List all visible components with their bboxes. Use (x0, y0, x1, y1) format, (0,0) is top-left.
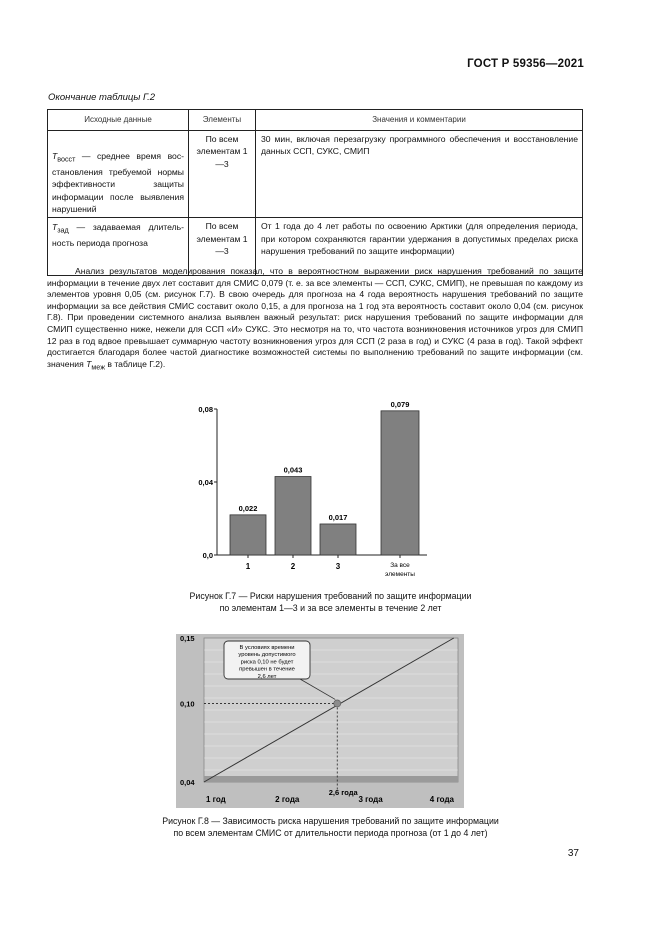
table-cell-param: $T_{восст}$ — среднее время восстановления требуемой нормы эффективности защиты информации после выявления нарушений (48, 131, 189, 218)
bar-value-label: 0,079 (390, 399, 410, 409)
bar (230, 515, 266, 555)
x-tick-label: 4 года (429, 795, 454, 804)
y-tick-label: 0,04 (180, 778, 195, 787)
table-cell-elements: По всем элементам 1—3 (189, 218, 256, 276)
figure-8-caption: Рисунок Г.8 — Зависимость риска нарушения требований по защите информации по всем элементам СМИС от длительности периода прогноза (от 1 до 4 лет) (162, 816, 499, 838)
column-header: Исходные данные (48, 110, 189, 131)
bar-chart (195, 392, 435, 584)
page-number: 37 (567, 848, 579, 859)
y-tick-label: 0,15 (180, 634, 195, 643)
table-caption: Окончание таблицы Г.2 (48, 92, 156, 103)
marker-x-label: 2,6 года (328, 788, 358, 797)
body-paragraph: Анализ результатов моделирования показал, что в вероятностном выражении риск нарушения требований по защите информации в течение двух лет составит для СМИС 0,079 (т. е. за все элементы — ССП, СУКС, СМИП), не превышая по каждому из элементов уровня 0,05 (см. рисунок Г.7). В свою очередь для прогноза на 4 года вероятность нарушения требований по защите информации за все действия СМИС составит около 0,15, а для прогноза на 1 год эта вероятность составит около 0,04 (см. рисунок Г.8). При проведении системного анализа выявлен важный результат: риск нарушения требований по защите информации для СМИП существенно ниже, нежели для ССП «И» СУКС. Это несмотря на то, что частота возникновения источников угроз для СМИП 12 раз в год вдвое превышает суммарную частоту возникновения угроз для ССП (2 раза в год) и СУКС (4 раза в год). Такой эффект достигается благодаря более частой диагностике возможностей системы по выполнению требований по защите информации (см. значения $T_{меж}$ в таблице Г.2). (47, 266, 583, 372)
table-cell-elements: По всем элементам 1—3 (189, 131, 256, 218)
table-cell-value: От 1 года до 4 лет работы по освоению Арктики (для определения периода, при котором сохраняются гарантии удержания в допустимых пределах риска нарушения требований по защите информации) (256, 218, 583, 276)
annotation-text: В условиях времени уровень допустимого риска 0,10 не будет превышен в течение 2,6 лет (238, 645, 296, 680)
bar-value-label: 0,043 (283, 465, 303, 475)
x-tick-label: 3 года (358, 795, 383, 804)
y-tick-label: 0,10 (180, 699, 195, 709)
x-tick-label: 1 год (206, 795, 226, 804)
x-tick-label: 2 (290, 562, 296, 571)
x-tick-label: За все элементы (385, 562, 415, 578)
table-row (48, 131, 583, 218)
y-tick-label: 0,08 (198, 405, 213, 414)
y-tick-label: 0,04 (198, 478, 213, 487)
table-cell-param: $T_{зад}$ — задаваемая длительность периода прогноза (48, 218, 189, 276)
x-tick-label: 3 (335, 562, 341, 571)
column-header: Значения и комментарии (256, 110, 583, 131)
x-tick-label: 2 года (275, 795, 300, 804)
x-tick-label: 1 (245, 562, 251, 571)
bar-value-label: 0,017 (328, 512, 348, 522)
document-header: ГОСТ Р 59356—2021 (467, 58, 584, 70)
y-tick-label: 0,0 (202, 551, 213, 560)
table-cell-value: 30 мин, включая перезагрузку программного обеспечения и восстановление данных ССП, СУКС, СМИП (256, 131, 583, 218)
marker-point (334, 700, 341, 707)
data-table (47, 109, 583, 276)
figure-7-caption: Рисунок Г.7 — Риски нарушения требований по защите информации по элементам 1—3 и за все элементы в течение 2 лет (189, 591, 472, 613)
bar (381, 411, 419, 555)
baseline-strip (204, 776, 458, 782)
line-chart (176, 634, 464, 808)
bar (275, 477, 311, 555)
column-header: Элементы (189, 110, 256, 131)
bar-value-label: 0,022 (238, 503, 258, 513)
bar (320, 524, 356, 555)
